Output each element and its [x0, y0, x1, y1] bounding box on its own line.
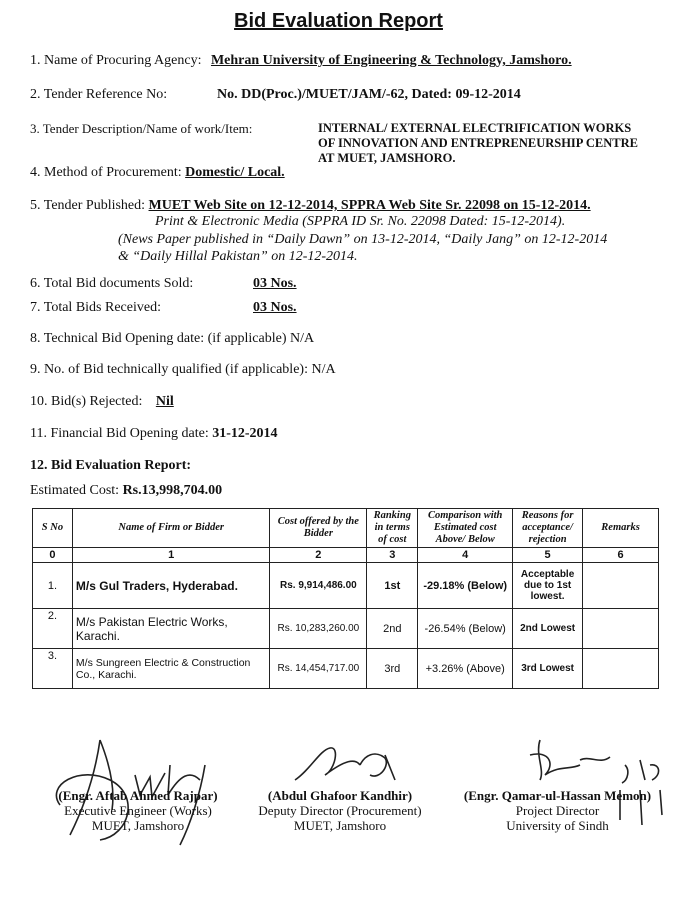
method-label: 4. Method of Procurement:: [30, 165, 182, 180]
signatory-title: Project Director: [515, 803, 600, 818]
row-cost: Rs. 14,454,717.00: [270, 649, 367, 689]
rejected-label: 10. Bid(s) Rejected:: [30, 394, 143, 409]
col-number: 1: [72, 548, 270, 563]
table-row: [33, 649, 659, 689]
row-remarks: [583, 649, 659, 689]
row-firm-name: M/s Gul Traders, Hyderabad.: [72, 563, 270, 609]
signatory-org: MUET, Jamshoro: [293, 818, 387, 833]
header-ranking: Ranking in terms of cost: [367, 509, 418, 548]
row-rank: 1st: [367, 563, 418, 609]
signatory-name: (Abdul Ghafoor Kandhir): [267, 788, 413, 803]
bid-evaluation-table: [32, 508, 659, 689]
col-number: 0: [33, 548, 73, 563]
received-value: 03 Nos.: [253, 300, 297, 315]
fin-opening-value: 31-12-2014: [212, 426, 278, 441]
row-comparison: +3.26% (Above): [418, 649, 513, 689]
tech-qualified-line: 9. No. of Bid technically qualified (if applicable): N/A: [30, 362, 336, 377]
row-firm-name: M/s Sungreen Electric & Construction Co., Karachi.: [72, 649, 270, 689]
tech-opening-line: 8. Technical Bid Opening date: (if applicable) N/A: [30, 331, 315, 346]
signatory-1: [28, 788, 248, 833]
col-number: 2: [270, 548, 367, 563]
agency-line: [30, 53, 572, 69]
col-number: 5: [513, 548, 583, 563]
signatory-org: University of Sindh: [506, 818, 609, 833]
published-value: MUET Web Site on 12-12-2014, SPPRA Web Site Sr. 22098 on 15-12-2014.: [148, 198, 591, 213]
signatory-name: (Engr. Aftab Ahmed Rajpar): [58, 788, 218, 803]
header-sno: S No: [33, 509, 73, 548]
desc-label: 3. Tender Description/Name of work/Item:: [30, 121, 253, 136]
estimated-cost-value: Rs.13,998,704.00: [122, 483, 223, 498]
sold-value: 03 Nos.: [253, 276, 297, 291]
row-comparison: -26.54% (Below): [418, 609, 513, 649]
row-remarks: [583, 609, 659, 649]
row-remarks: [583, 563, 659, 609]
header-reasons: Reasons for acceptance/ rejection: [513, 509, 583, 548]
rejected-value: Nil: [155, 394, 174, 409]
estimated-cost-label: Estimated Cost:: [30, 483, 120, 498]
row-cost: Rs. 9,914,486.00: [270, 563, 367, 609]
rejected-line: [30, 394, 174, 410]
signatory-org: MUET, Jamshoro: [91, 818, 185, 833]
sold-line: [30, 276, 297, 292]
row-comparison: -29.18% (Below): [418, 563, 513, 609]
row-sno: 3.: [33, 649, 73, 689]
desc-line: AT MUET, JAMSHORO.: [318, 151, 456, 165]
signature-scribble-2: [290, 740, 400, 790]
column-number-row: [33, 548, 659, 563]
report-title: Bid Evaluation Report: [234, 10, 443, 32]
row-sno: 2.: [33, 609, 73, 649]
tender-ref-value: No. DD(Proc.)/MUET/JAM/-62, Dated: 09-12-2014: [217, 87, 521, 102]
signatory-3: [445, 788, 670, 833]
sold-label: 6. Total Bid documents Sold:: [30, 276, 194, 291]
header-cost: Cost offered by the Bidder: [270, 509, 367, 548]
published-line: [30, 198, 591, 214]
published-newspapers: (News Paper published in “Daily Dawn” on 13-12-2014, “Daily Jang” on 12-12-2014: [118, 232, 608, 247]
fin-opening-label: 11. Financial Bid Opening date:: [30, 426, 209, 441]
desc-line: INTERNAL/ EXTERNAL ELECTRIFICATION WORKS: [318, 121, 632, 135]
published-newspapers-cont: & “Daily Hillal Pakistan” on 12-12-2014.: [118, 249, 358, 264]
agency-label: 1. Name of Procuring Agency:: [30, 53, 202, 68]
header-comparison: Comparison with Estimated cost Above/ Below: [418, 509, 513, 548]
header-remarks: Remarks: [583, 509, 659, 548]
table-row: [33, 609, 659, 649]
fin-opening-line: [30, 426, 278, 442]
row-rank: 2nd: [367, 609, 418, 649]
table-header-row: [33, 509, 659, 548]
row-reason: Acceptable due to 1st lowest.: [513, 563, 583, 609]
desc-line: OF INNOVATION AND ENTREPRENEURSHIP CENTRE: [318, 136, 638, 150]
col-number: 4: [418, 548, 513, 563]
received-line: [30, 300, 297, 316]
signatory-2: [240, 788, 440, 833]
col-number: 6: [583, 548, 659, 563]
estimated-cost-line: [30, 483, 222, 499]
published-label: 5. Tender Published:: [30, 198, 146, 213]
agency-value: Mehran University of Engineering & Technology, Jamshoro.: [210, 53, 572, 68]
header-firm: Name of Firm or Bidder: [72, 509, 270, 548]
row-reason: 2nd Lowest: [513, 609, 583, 649]
tender-ref-label: 2. Tender Reference No:: [30, 87, 168, 102]
eval-heading: 12. Bid Evaluation Report:: [30, 458, 192, 473]
method-value: Domestic/ Local.: [185, 165, 285, 180]
row-firm-name: M/s Pakistan Electric Works, Karachi.: [72, 609, 270, 649]
signatory-title: Deputy Director (Procurement): [258, 803, 422, 818]
received-label: 7. Total Bids Received:: [30, 300, 161, 315]
tender-description: [318, 121, 638, 166]
row-cost: Rs. 10,283,260.00: [270, 609, 367, 649]
signatory-name: (Engr. Qamar-ul-Hassan Memon): [463, 788, 652, 803]
method-line: [30, 165, 285, 181]
tender-ref-line: [30, 87, 521, 103]
row-sno: 1.: [33, 563, 73, 609]
row-reason: 3rd Lowest: [513, 649, 583, 689]
published-media: Print & Electronic Media (SPPRA ID Sr. No. 22098 Dated: 15-12-2014).: [155, 214, 566, 229]
col-number: 3: [367, 548, 418, 563]
row-rank: 3rd: [367, 649, 418, 689]
signatory-title: Executive Engineer (Works): [64, 803, 212, 818]
table-row: [33, 563, 659, 609]
